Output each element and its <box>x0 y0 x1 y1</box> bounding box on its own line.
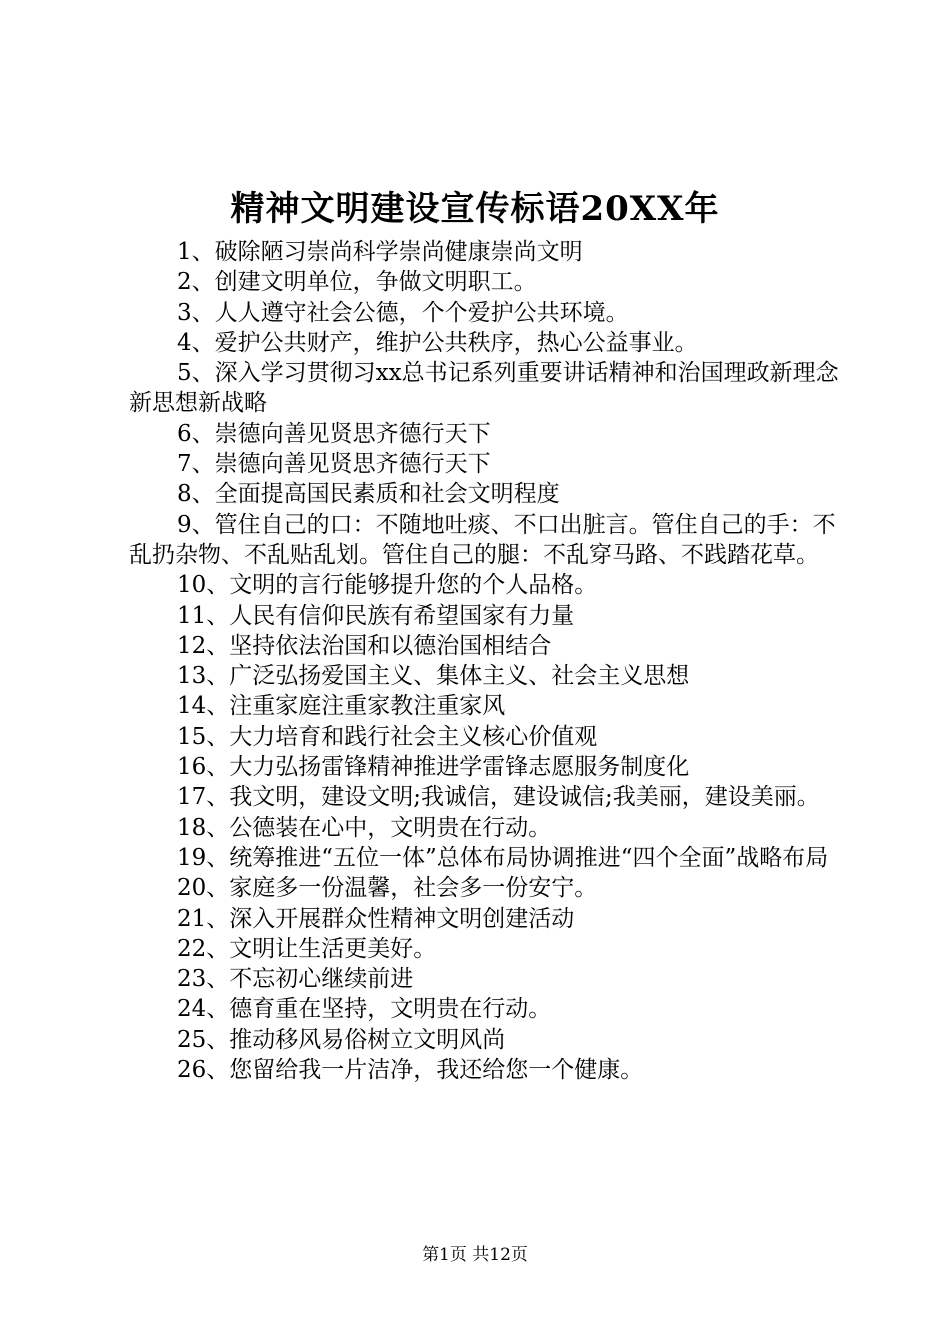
document-title: 精神文明建设宣传标语20XX年 <box>230 189 720 229</box>
list-item: 20、家庭多一份温馨，社会多一份安宁。 <box>177 875 598 902</box>
list-item: 7、崇德向善见贤思齐德行天下 <box>177 451 491 478</box>
list-item: 15、大力培育和践行社会主义核心价值观 <box>177 723 598 750</box>
page-number: 第1页 共12页 <box>422 1245 528 1265</box>
list-item: 8、全面提高国民素质和社会文明程度 <box>177 481 560 508</box>
list-item: 2、创建文明单位，争做文明职工。 <box>177 269 537 296</box>
list-item: 9、管住自己的口：不随地吐痰、不口出脏言。管住自己的手：不乱扔杂物、不乱贴乱划。管住自己的腿：不乱穿马路、不践踏花草。 <box>129 511 836 568</box>
list-item: 22、文明让生活更美好。 <box>177 935 437 962</box>
list-item: 17、我文明，建设文明;我诚信，建设诚信;我美丽，建设美丽。 <box>177 784 820 811</box>
list-item: 1、破除陋习崇尚科学崇尚健康崇尚文明 <box>177 239 583 265</box>
list-item: 11、人民有信仰民族有希望国家有力量 <box>177 602 575 629</box>
list-item: 18、公德装在心中，文明贵在行动。 <box>177 814 552 841</box>
list-item: 26、您留给我一片洁净，我还给您一个健康。 <box>177 1057 644 1084</box>
list-item: 23、不忘初心继续前进 <box>177 966 414 993</box>
list-item: 25、推动移风易俗树立文明风尚 <box>177 1026 506 1053</box>
list-item: 13、广泛弘扬爱国主义、集体主义、社会主义思想 <box>177 663 690 690</box>
list-item: 3、人人遵守社会公德，个个爱护公共环境。 <box>177 299 629 326</box>
list-item: 14、注重家庭注重家教注重家风 <box>177 693 506 720</box>
list-item: 12、坚持依法治国和以德治国相结合 <box>177 632 552 659</box>
list-item: 6、崇德向善见贤思齐德行天下 <box>177 420 491 447</box>
list-item: 5、深入学习贯彻习xx总书记系列重要讲话精神和治国理政新理念新思想新战略 <box>129 360 839 417</box>
list-item: 21、深入开展群众性精神文明创建活动 <box>177 905 575 932</box>
list-item: 10、文明的言行能够提升您的个人品格。 <box>177 572 598 599</box>
slogan-list <box>129 237 839 1085</box>
list-item: 19、统筹推进“五位一体”总体布局协调推进“四个全面”战略布局 <box>177 844 829 871</box>
list-item: 24、德育重在坚持，文明贵在行动。 <box>177 996 552 1023</box>
list-item: 4、爱护公共财产，维护公共秩序，热心公益事业。 <box>177 329 698 356</box>
list-item: 16、大力弘扬雷锋精神推进学雷锋志愿服务制度化 <box>177 754 690 781</box>
